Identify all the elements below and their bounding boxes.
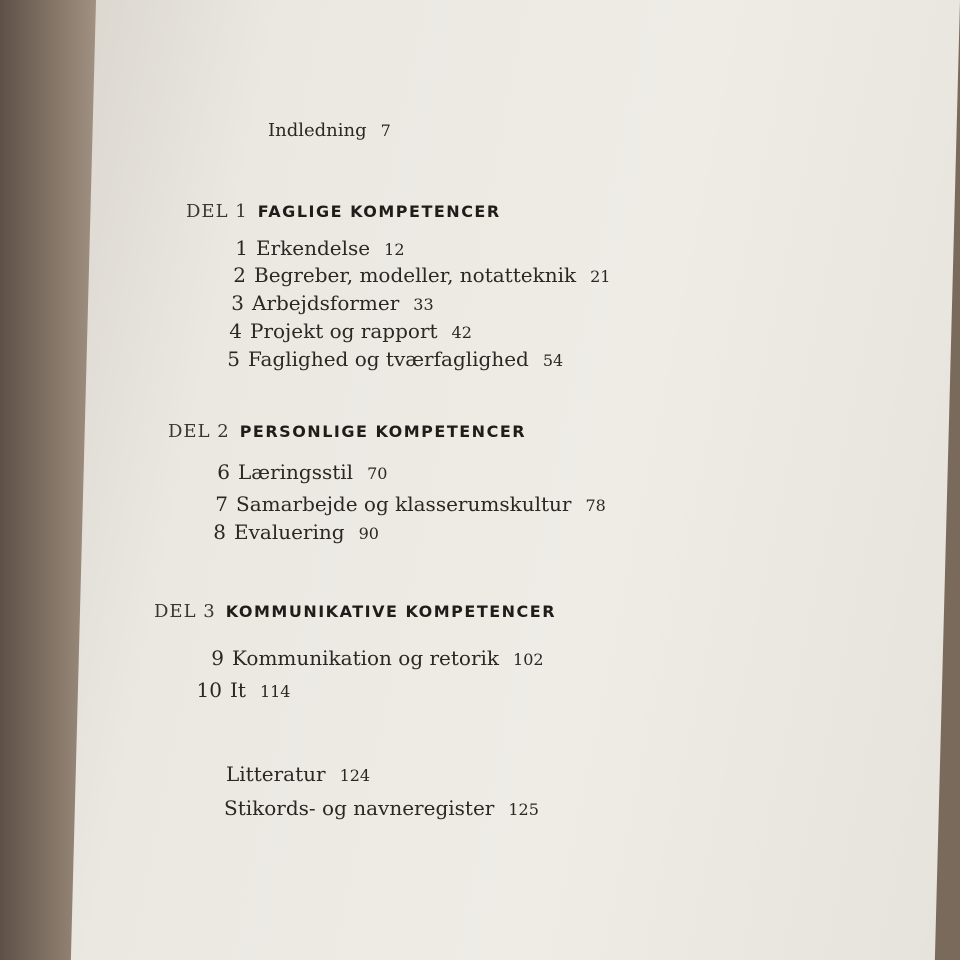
back-matter-title: Litteratur: [226, 762, 326, 786]
part-label: DEL 1: [186, 201, 248, 222]
chapter-number: 7: [215, 492, 228, 516]
chapter-title: Læringsstil: [238, 460, 354, 484]
chapter-page: 54: [542, 351, 564, 370]
chapter-title: Evaluering: [234, 520, 345, 544]
chapter-page: 12: [384, 240, 405, 259]
chapter-number: 5: [227, 347, 240, 371]
chapter-title: Begreber, modeller, notatteknik: [254, 263, 577, 287]
chapter-title: Samarbejde og klasserumskultur: [236, 492, 572, 516]
toc-back-matter-item: [226, 762, 370, 786]
toc-intro-title: Indledning: [268, 120, 367, 141]
part-heading-2: [168, 418, 526, 442]
part-label: DEL 3: [154, 601, 216, 622]
chapter-title: Kommunikation og retorik: [232, 646, 500, 670]
part-heading-1: [186, 198, 501, 222]
chapter-number: 8: [213, 520, 226, 544]
chapter-number: 10: [196, 678, 222, 702]
chapter-title: Erkendelse: [256, 236, 371, 260]
chapter-number: 1: [235, 236, 248, 260]
chapter-title: Arbejdsformer: [252, 291, 400, 315]
part-title: KOMMUNIKATIVE KOMPETENCER: [225, 602, 557, 621]
chapter-page: 70: [367, 464, 388, 483]
back-matter-title: Stikords- og navneregister: [224, 796, 495, 820]
toc-chapter: [198, 646, 544, 670]
toc-chapter: [208, 492, 606, 516]
toc-back-matter-item: [224, 796, 539, 820]
part-title: PERSONLIGE KOMPETENCER: [239, 422, 527, 441]
toc-chapter: [222, 319, 472, 343]
chapter-page: 102: [513, 650, 544, 669]
toc-intro: [268, 120, 391, 141]
chapter-number: 3: [231, 291, 244, 315]
chapter-page: 78: [585, 496, 606, 515]
part-label: DEL 2: [168, 421, 230, 442]
chapter-number: 2: [233, 263, 246, 287]
chapter-title: It: [230, 678, 246, 702]
chapter-page: 21: [590, 267, 611, 286]
chapter-page: 33: [413, 295, 434, 314]
toc-chapter: [206, 520, 379, 544]
toc-chapter: [220, 347, 563, 371]
toc-chapter: [196, 678, 290, 702]
part-heading-3: [154, 598, 556, 622]
toc-chapter: [224, 291, 434, 315]
chapter-number: 6: [217, 460, 230, 484]
toc-chapter: [210, 460, 387, 484]
part-title: FAGLIGE KOMPETENCER: [257, 202, 501, 221]
back-matter-page: 125: [508, 800, 539, 819]
chapter-title: Faglighed og tværfaglighed: [248, 347, 529, 371]
chapter-title: Projekt og rapport: [250, 319, 438, 343]
chapter-number: 9: [211, 646, 224, 670]
toc-chapter: [228, 236, 405, 260]
toc-intro-page: 7: [380, 121, 391, 140]
toc-chapter: [226, 263, 610, 287]
chapter-number: 4: [229, 319, 242, 343]
chapter-page: 42: [451, 323, 472, 342]
back-matter-page: 124: [339, 766, 371, 785]
chapter-page: 90: [358, 524, 379, 543]
chapter-page: 114: [259, 682, 291, 701]
